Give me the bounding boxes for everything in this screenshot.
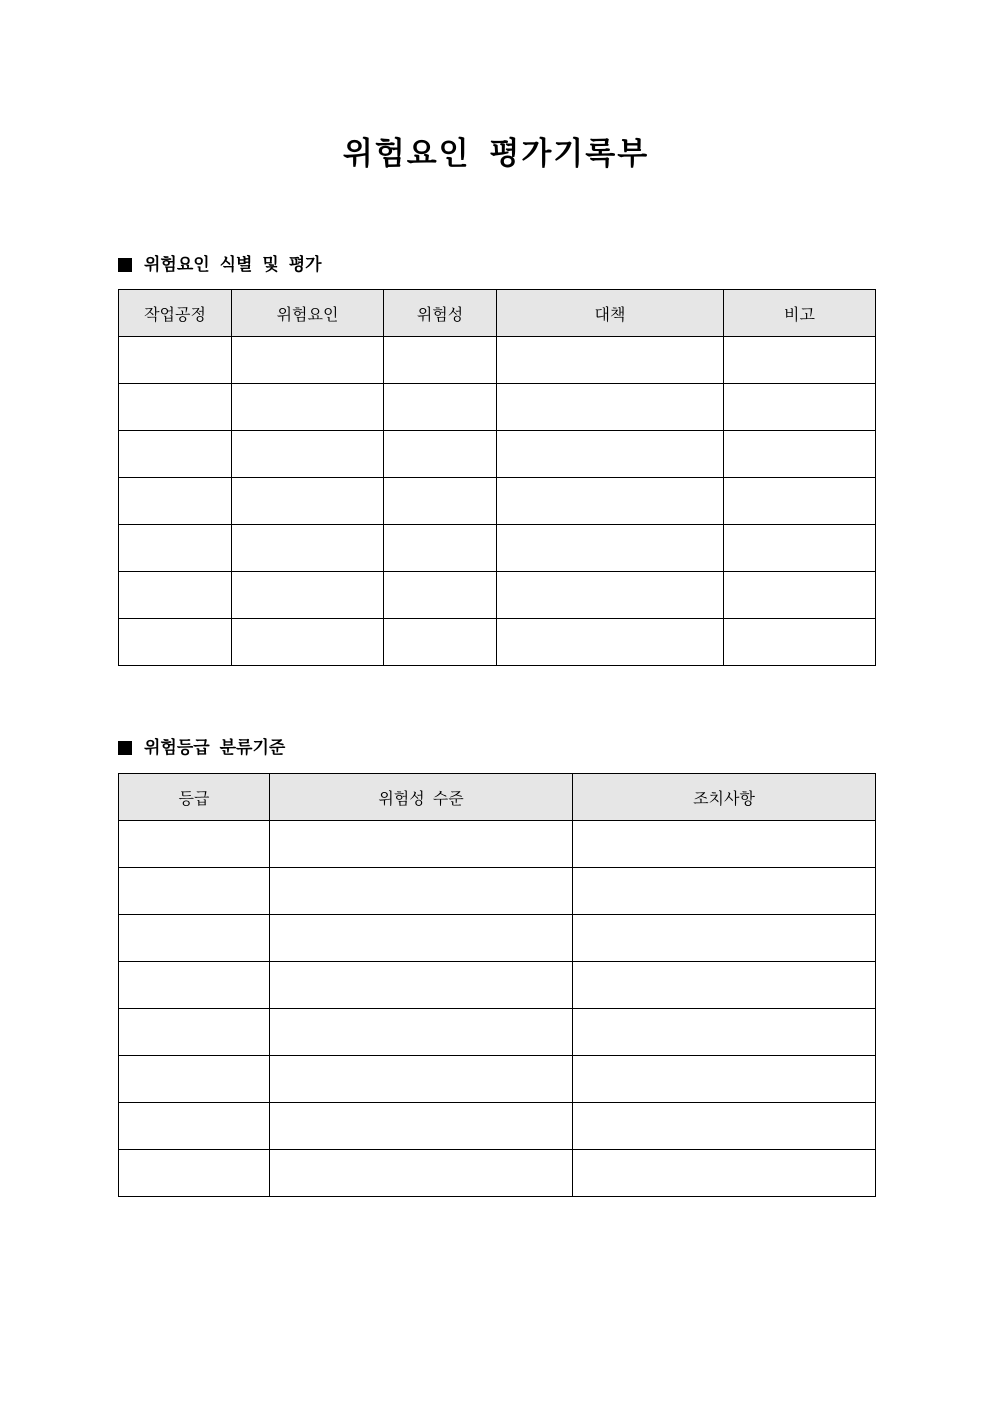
table-cell [119,1009,270,1056]
column-header-remarks: 비고 [724,290,876,337]
table-row [119,868,876,915]
table-cell [724,337,876,384]
column-header-action: 조치사항 [573,774,876,821]
table-cell [119,868,270,915]
table-cell [384,478,497,525]
table-cell [384,384,497,431]
column-header-risk-level: 위험성 수준 [270,774,573,821]
table-row [119,525,876,572]
table-cell [270,1056,573,1103]
table-cell [270,1150,573,1197]
square-bullet-icon [118,741,132,755]
table-cell [724,431,876,478]
table-cell [119,1056,270,1103]
table-cell [232,572,384,619]
section-heading-label: 위험등급 분류기준 [144,738,286,758]
table-cell [573,1056,876,1103]
table-cell [119,384,232,431]
hazard-assessment-table [118,289,876,666]
table-row [119,1150,876,1197]
table-cell [119,821,270,868]
table-cell [384,572,497,619]
document-title: 위험요인 평가기록부 [342,136,650,172]
table-cell [724,572,876,619]
table-cell [497,572,724,619]
table-cell [497,478,724,525]
table-cell [497,619,724,666]
table-cell [119,1103,270,1150]
risk-grade-table [118,773,876,1197]
section-heading-hazard-identification [118,252,322,278]
table-cell [119,619,232,666]
table-cell [573,821,876,868]
table-cell [270,962,573,1009]
table-cell [232,337,384,384]
table-cell [384,431,497,478]
table-cell [119,572,232,619]
table-cell [119,1150,270,1197]
table-row [119,1009,876,1056]
table-cell [497,337,724,384]
table-cell [232,478,384,525]
table-cell [119,431,232,478]
table-row [119,821,876,868]
table-cell [724,525,876,572]
table-row [119,572,876,619]
column-header-hazard: 위험요인 [232,290,384,337]
table-cell [384,619,497,666]
table-cell [573,1009,876,1056]
column-header-grade: 등급 [119,774,270,821]
table-cell [270,915,573,962]
table-cell [270,1009,573,1056]
table-header-row [119,290,876,337]
table-cell [270,1103,573,1150]
table-row [119,915,876,962]
column-header-risk: 위험성 [384,290,497,337]
table-cell [497,384,724,431]
section-heading-label: 위험요인 식별 및 평가 [144,255,322,275]
table-cell [232,384,384,431]
column-header-countermeasure: 대책 [497,290,724,337]
table-cell [119,478,232,525]
table-cell [384,337,497,384]
section-heading-risk-grade-criteria [118,735,285,761]
table-row [119,1056,876,1103]
table-cell [119,337,232,384]
table-cell [573,962,876,1009]
table-row [119,478,876,525]
table-cell [573,868,876,915]
square-bullet-icon [118,258,132,272]
table-cell [724,619,876,666]
table-cell [573,1103,876,1150]
table-row [119,962,876,1009]
table-cell [232,619,384,666]
table-cell [724,384,876,431]
table-cell [573,915,876,962]
table-cell [232,431,384,478]
table-row [119,337,876,384]
table-header-row [119,774,876,821]
table-cell [724,478,876,525]
table-cell [232,525,384,572]
table-row [119,431,876,478]
table-row [119,384,876,431]
table-cell [573,1150,876,1197]
table-cell [270,868,573,915]
table-row [119,1103,876,1150]
table-cell [497,525,724,572]
table-cell [384,525,497,572]
table-cell [119,915,270,962]
table-cell [270,821,573,868]
table-cell [497,431,724,478]
table-row [119,619,876,666]
table-cell [119,962,270,1009]
column-header-work-process: 작업공정 [119,290,232,337]
table-cell [119,525,232,572]
